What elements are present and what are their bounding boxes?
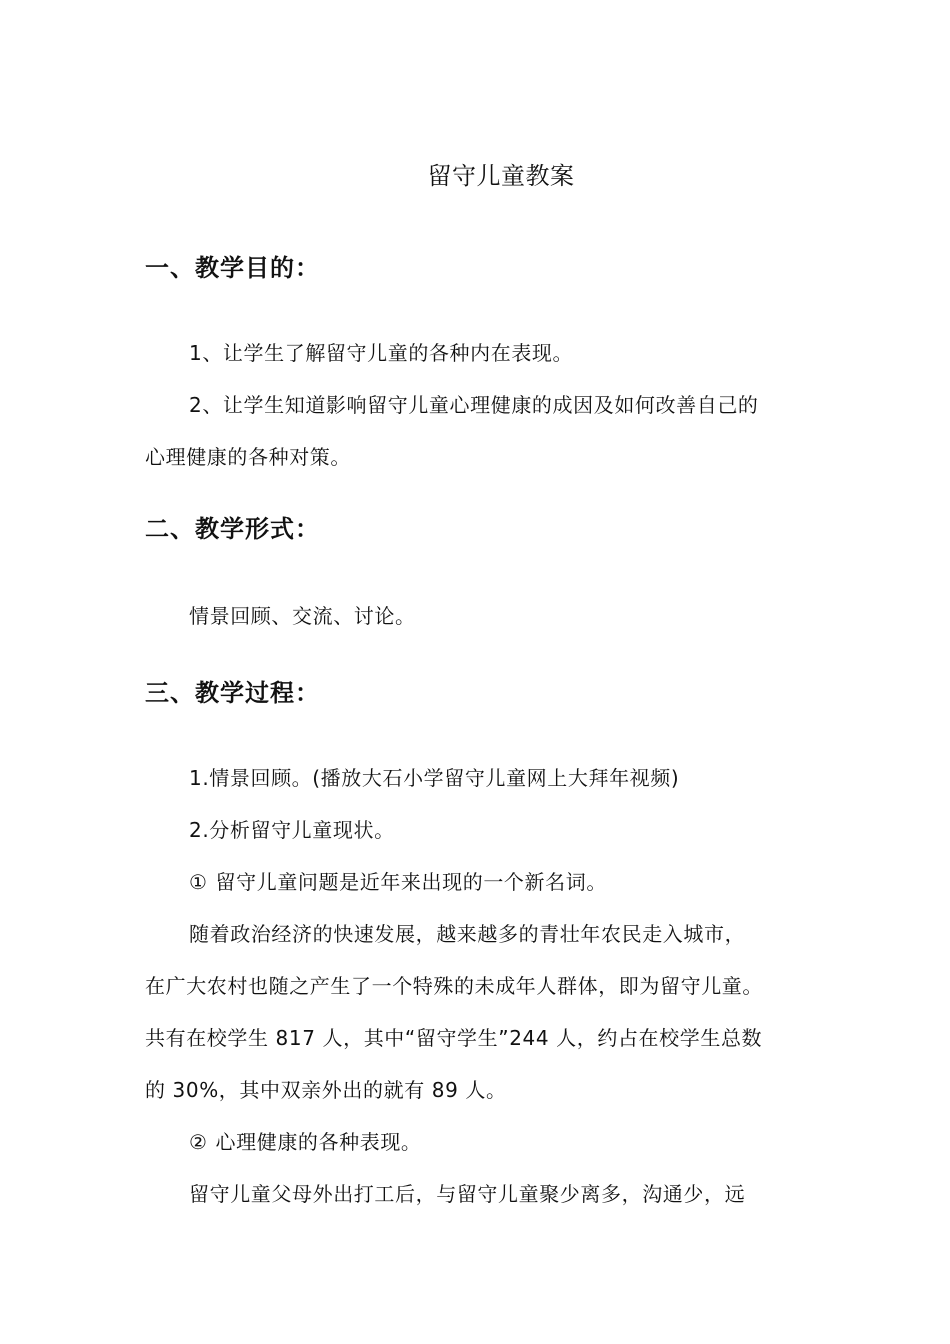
paragraph-line: 在广大农村也随之产生了一个特殊的未成年人群体，即为留守儿童。	[145, 974, 763, 998]
process-step: 1.情景回顾。(播放大石小学留守儿童网上大拜年视频)	[189, 766, 680, 790]
format-paragraph	[145, 590, 825, 642]
section-heading-objectives: 一、教学目的：	[145, 254, 320, 282]
document-title: 留守儿童教案	[427, 162, 575, 190]
format-text: 情景回顾、交流、讨论。	[189, 604, 416, 628]
section-heading-process: 三、教学过程：	[145, 679, 320, 707]
point-one-text: 留守儿童问题是近年来出现的一个新名词。	[215, 870, 607, 894]
circled-number-marker: ①	[189, 870, 208, 894]
point-one	[145, 856, 825, 908]
point-two	[145, 1116, 825, 1168]
process-step: 2.分析留守儿童现状。	[189, 818, 395, 842]
point-two-text: 心理健康的各种表现。	[215, 1130, 422, 1154]
objectives-list	[145, 327, 825, 483]
section-heading-format: 二、教学形式：	[145, 515, 320, 543]
objective-item-continuation: 心理健康的各种对策。	[145, 445, 351, 469]
paragraph-line: 共有在校学生 817 人，其中“留守学生”244 人，约占在校学生总数	[145, 1026, 763, 1050]
process-content	[145, 752, 825, 1220]
paragraph-line: 随着政治经济的快速发展，越来越多的青壮年农民走入城市，	[189, 922, 746, 946]
objective-item: 2、让学生知道影响留守儿童心理健康的成因及如何改善自己的	[189, 393, 759, 417]
paragraph-line: 留守儿童父母外出打工后，与留守儿童聚少离多，沟通少，远	[189, 1182, 746, 1206]
circled-number-marker: ②	[189, 1130, 208, 1154]
objective-item: 1、让学生了解留守儿童的各种内在表现。	[189, 341, 574, 365]
paragraph-line: 的 30%，其中双亲外出的就有 89 人。	[145, 1078, 507, 1102]
